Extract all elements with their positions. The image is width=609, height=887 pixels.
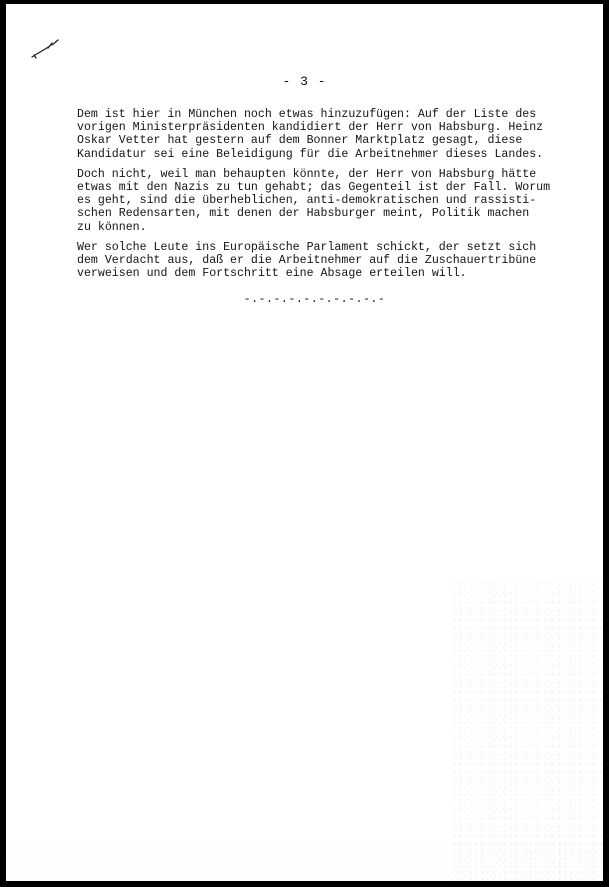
paragraph-1: Dem ist hier in München noch etwas hinzuzufügen: Auf der Liste des vorigen Ministerpräsidenten kandidiert der Herr von Habsburg. Heinz Oskar Vetter hat gestern auf dem Bonner Marktplatz gesagt, diese Kandidatur sei eine Beleidigung für die Arbeitnehmer dieses Landes. (77, 108, 544, 161)
end-divider: -.-.-.-.-.-.-.-.-.- (243, 293, 386, 306)
document-body (77, 108, 597, 287)
paragraph-3: Wer solche Leute ins Europäische Parlament schickt, der setzt sich dem Verdacht aus, daß er die Arbeitnehmer auf die Zuschauertribüne verweisen und dem Fortschritt eine Absage erteilen will. (77, 240, 537, 281)
handwritten-mark (30, 38, 64, 60)
page-number: - 3 - (282, 74, 327, 89)
paragraph-2: Doch nicht, weil man behaupten könnte, der Herr von Habsburg hätte etwas mit den Nazis zu tun gehabt; das Gegenteil ist der Fall. Worum es geht, sind die überheblichen, anti-demokratischen und rassisti- schen Redensarten, mit denen der Habsburger meint, Politik machen zu können. (77, 167, 551, 234)
document-page (6, 4, 603, 881)
scan-noise (453, 581, 603, 881)
scan-noise-bottom (6, 841, 603, 881)
